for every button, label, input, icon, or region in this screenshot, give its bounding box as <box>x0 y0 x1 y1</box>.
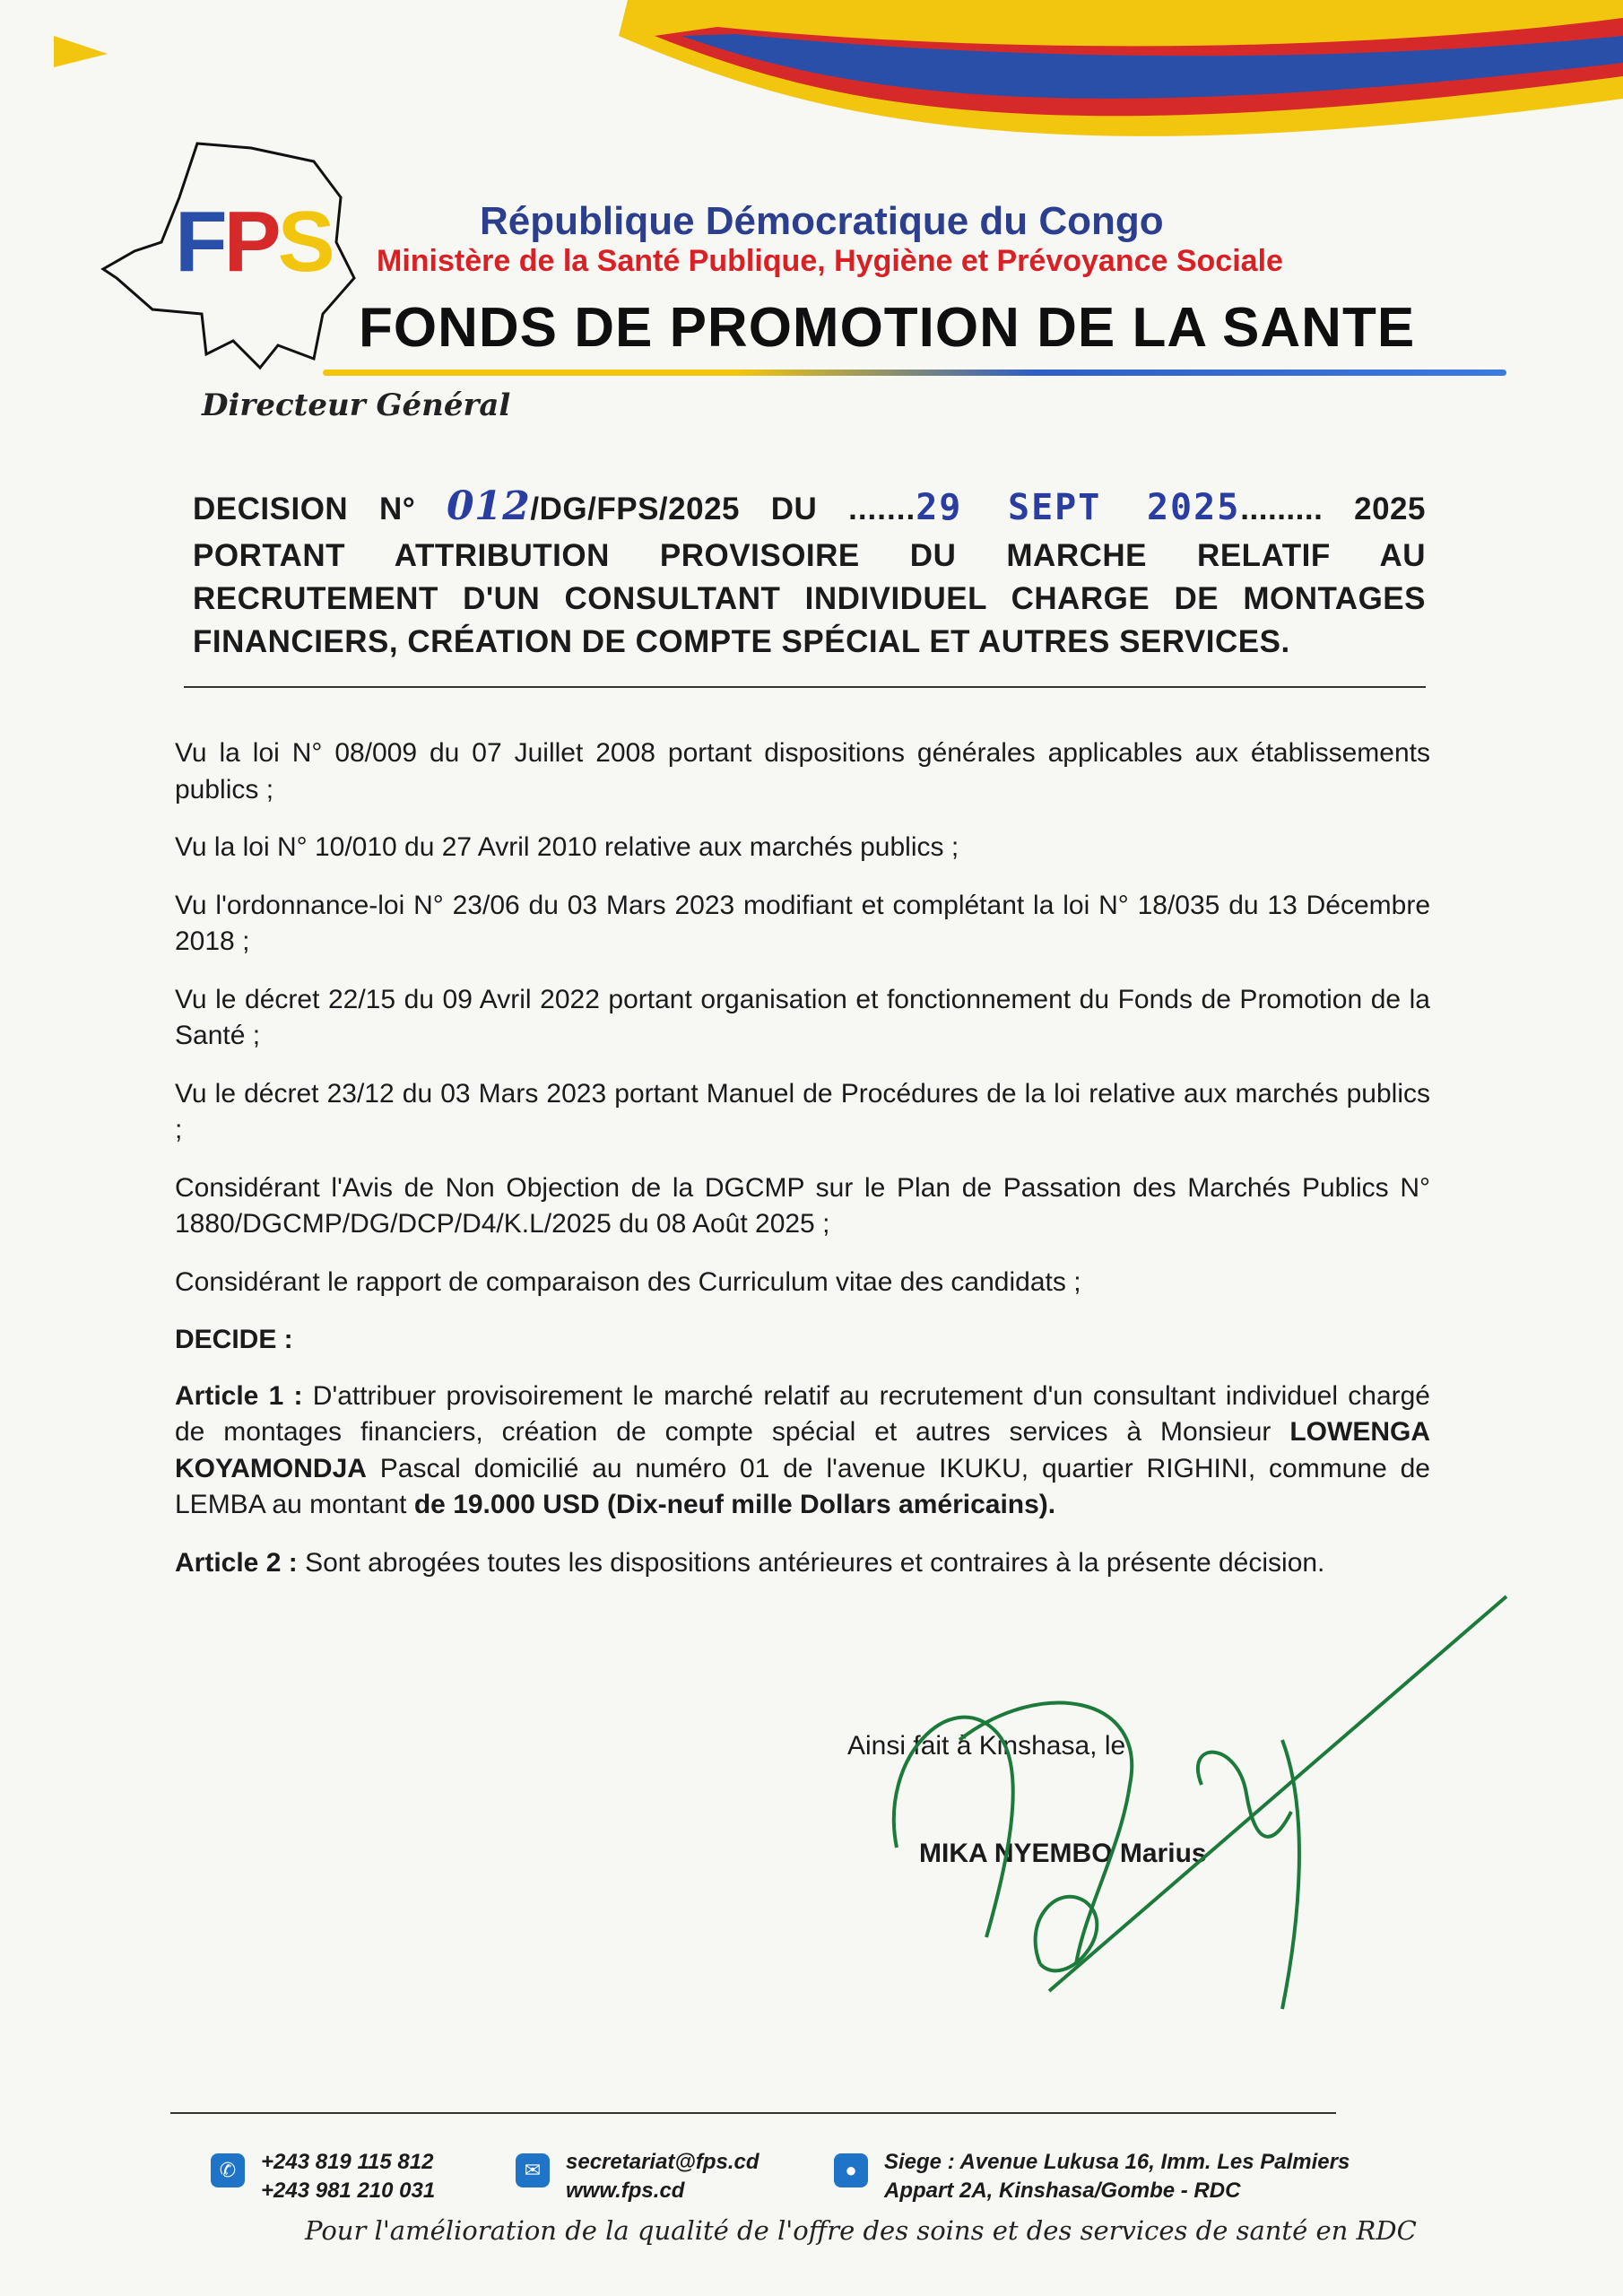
article-1-text-b: Pascal domicilié au numéro 01 de l'avenue IKUKU, quartier RIGHINI, commune de LEMBA au montant <box>175 1453 1430 1519</box>
title-rule <box>184 686 1426 688</box>
contact-phone <box>211 2148 435 2206</box>
decision-title: DECISION N° 012/DG/FPS/2025 DU .......29 SEPT 2025......... 2025 PORTANT ATTRIBUTION PROVISOIRE DU MARCHE RELATIF AU RECRUTEMENT D'UN CONSULTANT INDIVIDUEL CHARGE DE MONTAGES FINANCIERS, CRÉATION DE COMPTE SPÉCIAL ET AUTRES SERVICES. <box>193 483 1426 660</box>
decision-body <box>175 735 1430 1603</box>
signature <box>861 1578 1542 2081</box>
website: www.fps.cd <box>566 2179 685 2204</box>
visa-item: Considérant le rapport de comparaison des Curriculum vitae des candidats ; <box>175 1266 1081 1297</box>
republic-title: République Démocratique du Congo <box>480 199 1164 243</box>
date-stamp: 29 SEPT 2025 <box>916 487 1241 528</box>
ministry-title: Ministère de la Santé Publique, Hygiène et Prévoyance Sociale <box>377 244 1283 278</box>
footer-motto: Pour l'amélioration de la qualité de l'offre des soins et des services de santé en RDC <box>305 2215 1417 2246</box>
phone-2: +243 981 210 031 <box>261 2179 436 2204</box>
article-1 <box>175 1378 1430 1524</box>
address-line-2: Appart 2A, Kinshasa/Gombe - RDC <box>884 2179 1241 2204</box>
fps-logo: FPS <box>175 194 332 290</box>
signoff-place: Ainsi fait à Kinshasa, le <box>847 1731 1126 1761</box>
signer-name: MIKA NYEMBO Marius <box>919 1839 1207 1868</box>
header-rule <box>323 370 1506 376</box>
decision-prefix: DECISION N° <box>193 491 416 526</box>
phone-1: +243 819 115 812 <box>261 2150 434 2174</box>
email: secretariat@fps.cd <box>566 2150 759 2174</box>
article-1-text-a: D'attribuer provisoirement le marché relatif au recrutement d'un consultant individuel chargé de montages financiers, création de compte spécial et autres services à Monsieur <box>175 1380 1430 1447</box>
footer-rule <box>170 2112 1336 2114</box>
office-title: Directeur Général <box>202 387 511 423</box>
mail-icon: ✉ <box>516 2153 550 2187</box>
visa-item: Vu le décret 22/15 du 09 Avril 2022 portant organisation et fonctionnement du Fonds de Promotion de la Santé ; <box>175 984 1430 1050</box>
visa-item: Vu l'ordonnance-loi N° 23/06 du 03 Mars 2023 modifiant et complétant la loi N° 18/035 du 13 Décembre 2018 ; <box>175 890 1430 956</box>
contact-email <box>516 2148 759 2206</box>
visa-item: Vu le décret 23/12 du 03 Mars 2023 portant Manuel de Procédures de la loi relative aux marchés publics ; <box>175 1078 1430 1144</box>
organization-title: FONDS DE PROMOTION DE LA SANTE <box>359 297 1416 359</box>
decision-title-rest: 2025 PORTANT ATTRIBUTION PROVISOIRE DU MARCHE RELATIF AU RECRUTEMENT D'UN CONSULTANT INDIVIDUEL CHARGE DE MONTAGES FINANCIERS, CRÉATION DE COMPTE SPÉCIAL ET AUTRES SERVICES. <box>193 491 1426 660</box>
decide-label: DECIDE : <box>175 1325 293 1354</box>
article-1-label: Article 1 : <box>175 1380 303 1411</box>
article-2 <box>175 1545 1430 1582</box>
decision-reference: /DG/FPS/2025 DU <box>530 491 818 526</box>
location-pin-icon: ● <box>834 2153 868 2187</box>
article-2-label: Article 2 : <box>175 1547 298 1578</box>
visa-item: Vu la loi N° 08/009 du 07 Juillet 2008 portant dispositions générales applicables aux établissements publics ; <box>175 738 1430 804</box>
contract-amount: de 19.000 USD (Dix-neuf mille Dollars américains). <box>413 1490 1056 1519</box>
article-2-text: Sont abrogées toutes les dispositions antérieures et contraires à la présente décision. <box>305 1547 1325 1578</box>
phone-icon: ✆ <box>211 2153 245 2187</box>
visa-item: Vu la loi N° 10/010 du 27 Avril 2010 relative aux marchés publics ; <box>175 832 959 862</box>
address-line-1: Siege : Avenue Lukusa 16, Imm. Les Palmiers <box>884 2150 1350 2174</box>
decision-number: 012 <box>447 483 531 529</box>
beneficiary-name: LOWENGA KOYAMONDJA <box>175 1417 1430 1483</box>
visa-item: Considérant l'Avis de Non Objection de la DGCMP sur le Plan de Passation des Marchés Publics N° 1880/DGCMP/DG/DCP/D4/K.L/2025 du 08 Août 2025 ; <box>175 1172 1430 1239</box>
contact-address <box>834 2148 1350 2206</box>
